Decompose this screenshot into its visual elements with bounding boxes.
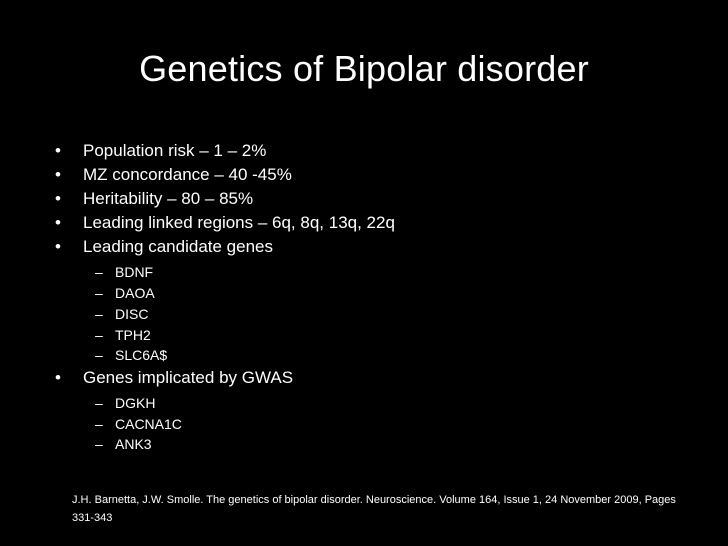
bullet-marker: •	[55, 141, 61, 160]
dash-marker: –	[95, 436, 103, 452]
sub-bullet-item	[95, 414, 182, 434]
slide-title: Genetics of Bipolar disorder	[139, 48, 589, 89]
citation: J.H. Barnetta, J.W. Smolle. The genetics of bipolar disorder. Neuroscience. Volume 164, Issue 1, 24 November 2009, Pages 331-343	[72, 494, 676, 524]
bullet-item	[55, 164, 292, 186]
bullet-text: Genes implicated by GWAS	[83, 368, 294, 387]
bullet-item	[55, 236, 273, 258]
sub-bullet-item	[95, 325, 151, 345]
dash-marker: –	[95, 285, 103, 301]
bullet-marker: •	[55, 368, 61, 387]
sub-bullet-text: ANK3	[115, 436, 152, 452]
bullet-marker: •	[55, 213, 61, 232]
dash-marker: –	[95, 306, 103, 322]
bullet-item	[55, 188, 253, 210]
sub-bullet-text: BDNF	[115, 264, 154, 280]
bullet-text: Leading linked regions – 6q, 8q, 13q, 22q	[83, 213, 395, 232]
sub-bullet-item	[95, 345, 167, 365]
sub-bullet-item	[95, 304, 148, 324]
dash-marker: –	[95, 416, 103, 432]
bullet-item	[55, 212, 395, 234]
sub-bullet-text: CACNA1C	[115, 416, 182, 432]
bullet-marker: •	[55, 237, 61, 256]
bullet-item	[55, 367, 293, 389]
sub-bullet-item	[95, 283, 155, 303]
sub-bullet-item	[95, 262, 153, 282]
sub-bullet-item	[95, 434, 152, 454]
bullet-item	[55, 140, 266, 162]
bullet-text: Population risk – 1 – 2%	[83, 141, 267, 160]
bullet-text: MZ concordance – 40 -45%	[83, 165, 292, 184]
bullet-text: Heritability – 80 – 85%	[83, 189, 254, 208]
bullet-marker: •	[55, 165, 61, 184]
dash-marker: –	[95, 347, 103, 363]
sub-bullet-text: TPH2	[115, 327, 151, 343]
sub-bullet-text: DAOA	[115, 285, 155, 301]
sub-bullet-text: DGKH	[115, 395, 156, 411]
dash-marker: –	[95, 395, 103, 411]
dash-marker: –	[95, 264, 103, 280]
bullet-marker: •	[55, 189, 61, 208]
sub-bullet-item	[95, 393, 155, 413]
dash-marker: –	[95, 327, 103, 343]
sub-bullet-text: DISC	[115, 306, 149, 322]
bullet-text: Leading candidate genes	[83, 237, 273, 256]
sub-bullet-text: SLC6A$	[115, 347, 168, 363]
